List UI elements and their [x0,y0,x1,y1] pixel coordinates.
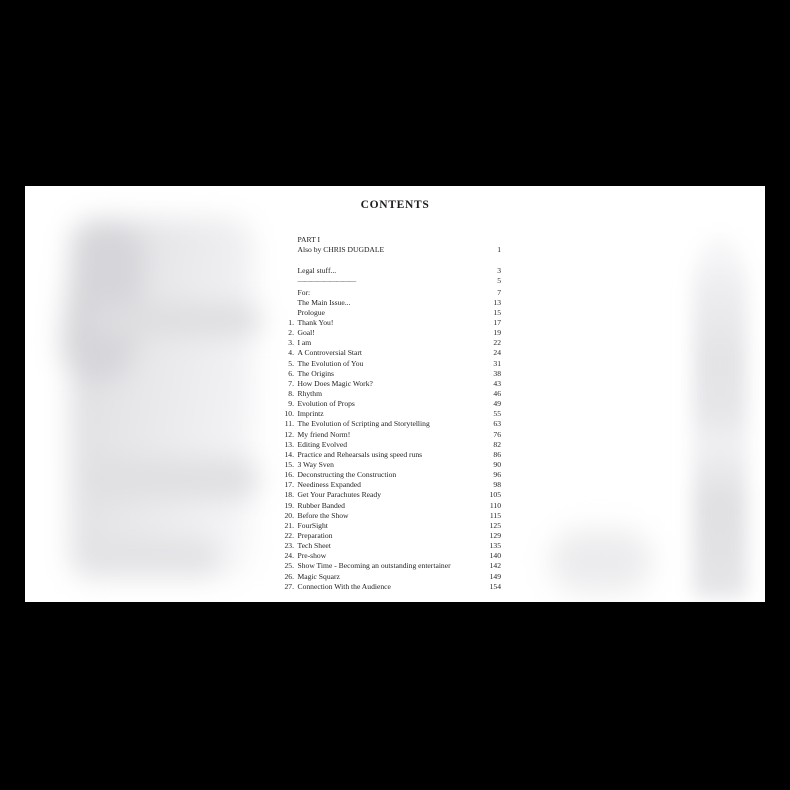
page-number: 110 [489,500,501,510]
toc-row [281,379,501,389]
chapter-title: Thank You! [297,317,334,327]
toc-row [281,419,501,429]
chapter-number: 12. [284,429,294,439]
page-number: 140 [489,551,501,561]
blurred-page-edge-core [693,234,747,598]
toc-row [281,318,501,328]
page-number: 38 [493,368,501,378]
chapter-number: 19. [284,500,294,510]
page-number: 19 [493,328,501,338]
chapter-title: Magic Squarz [297,571,340,581]
chapter-title: Editing Evolved [297,439,348,449]
page-number: 1 [497,245,501,255]
chapter-title: My friend Norm! [297,429,351,439]
toc-row [281,511,501,521]
page-number: 49 [493,399,501,409]
toc-row [281,308,501,318]
toc-row [281,480,501,490]
chapter-number: 4. [288,348,294,358]
page-number: 129 [489,530,501,540]
chapter-title: ————————— [297,275,356,285]
toc-row [281,348,501,358]
toc-row [281,298,501,308]
page-number: 105 [489,490,501,500]
page-number: 5 [497,275,501,285]
chapter-title: PART I [297,235,321,244]
toc-row [281,501,501,511]
chapter-number: 22. [284,530,294,540]
chapter-number: 5. [288,358,294,368]
page-number: 43 [493,378,501,388]
page-number: 142 [489,561,501,571]
chapter-title: Before the Show [297,510,349,520]
toc-row [281,288,501,298]
chapter-title: Imprintz [297,409,324,419]
chapter-number: 20. [284,510,294,520]
chapter-title: Also by CHRIS DUGDALE [297,245,385,255]
chapter-number: 14. [284,449,294,459]
page-number: 15 [493,307,501,317]
blurred-facing-page [40,208,262,590]
toc-row [281,490,501,500]
chapter-number: 2. [288,328,294,338]
page-number: 46 [493,388,501,398]
chapter-title: Legal stuff... [297,265,337,275]
chapter-title: FourSight [297,520,328,530]
page-number: 154 [489,581,501,591]
toc-row [281,430,501,440]
chapter-number: 18. [284,490,294,500]
chapter-number: 11. [284,419,294,429]
chapter-number: 26. [284,571,294,581]
chapter-title: Show Time - Becoming an outstanding entertainer [297,561,451,571]
chapter-number: 24. [284,551,294,561]
chapter-title: Rhythm [297,388,322,398]
chapter-number: 25. [284,561,294,571]
chapter-title: A Controversial Start [297,348,363,358]
toc-row [281,521,501,531]
toc-row [281,369,501,379]
chapter-number: 1. [288,317,294,327]
chapter-number: 3. [288,338,294,348]
chapter-title: Practice and Rehearsals using speed runs [297,449,423,459]
page-number: 96 [493,470,501,480]
toc-row [281,266,501,276]
page-number: 7 [497,287,501,297]
page-number: 76 [493,429,501,439]
chapter-number: 23. [284,541,294,551]
chapter-title: How Does Magic Work? [297,378,373,388]
chapter-title: Preparation [297,530,333,540]
toc-row [281,561,501,571]
page-number: 98 [493,480,501,490]
page-number: 63 [493,419,501,429]
chapter-title: 3 Way Sven [297,459,334,469]
chapter-number: 13. [284,439,294,449]
chapter-number: 9. [288,399,294,409]
toc-row [281,470,501,480]
toc-row [281,460,501,470]
toc-row [281,389,501,399]
chapter-title: Goal! [297,328,315,338]
chapter-number: 17. [284,480,294,490]
toc-row [281,450,501,460]
chapter-title: Get Your Parachutes Ready [297,490,382,500]
table-of-contents [281,235,501,592]
blurred-text-band [84,458,259,500]
chapter-title: The Main Issue... [297,297,351,307]
toc-row [281,541,501,551]
toc-row [281,245,501,255]
chapter-title: Rubber Banded [297,500,345,510]
toc-row [281,338,501,348]
toc-row [281,531,501,541]
toc-row [281,551,501,561]
toc-row [281,359,501,369]
page-number: 82 [493,439,501,449]
chapter-title: Evolution of Props [297,399,355,409]
chapter-title: Connection With the Audience [297,581,391,591]
toc-row [281,582,501,592]
page-number: 149 [489,571,501,581]
blurred-page-edge [679,228,761,600]
chapter-title: The Evolution of Scripting and Storytelling [297,419,430,429]
toc-row [281,235,501,245]
chapter-number: 16. [284,470,294,480]
chapter-title: For: [297,287,311,297]
blurred-shadow-smudge [550,530,652,592]
chapter-title: Deconstructing the Construction [297,470,397,480]
toc-row [281,409,501,419]
toc-row [281,399,501,409]
page-number: 17 [493,317,501,327]
page-number: 24 [493,348,501,358]
page-number: 115 [489,510,501,520]
chapter-number: 8. [288,388,294,398]
toc-row [281,276,501,286]
chapter-title: Neediness Expanded [297,480,361,490]
toc-row [281,440,501,450]
page-number: 55 [493,409,501,419]
toc-row [281,328,501,338]
chapter-title: Prologue [297,307,325,317]
page-number: 31 [493,358,501,368]
chapter-number: 15. [284,459,294,469]
page-number: 86 [493,449,501,459]
blurred-text-band [70,538,220,578]
page-number: 90 [493,459,501,469]
page-number: 135 [489,541,501,551]
book-contents-page [25,186,765,602]
blurred-text-band [92,304,262,336]
chapter-title: The Origins [297,368,334,378]
page-number: 3 [497,265,501,275]
chapter-title: The Evolution of You [297,358,364,368]
page-number: 22 [493,338,501,348]
chapter-number: 10. [284,409,294,419]
chapter-number: 21. [284,520,294,530]
chapter-number: 27. [284,581,294,591]
page-number: 125 [489,520,501,530]
contents-title: CONTENTS [360,199,430,211]
chapter-title: Tech Sheet [297,541,331,551]
chapter-number: 7. [288,378,294,388]
toc-row [281,572,501,582]
chapter-title: Pre-show [297,551,327,561]
chapter-title: I am [297,338,312,348]
page-number: 13 [493,297,501,307]
chapter-number: 6. [288,368,294,378]
